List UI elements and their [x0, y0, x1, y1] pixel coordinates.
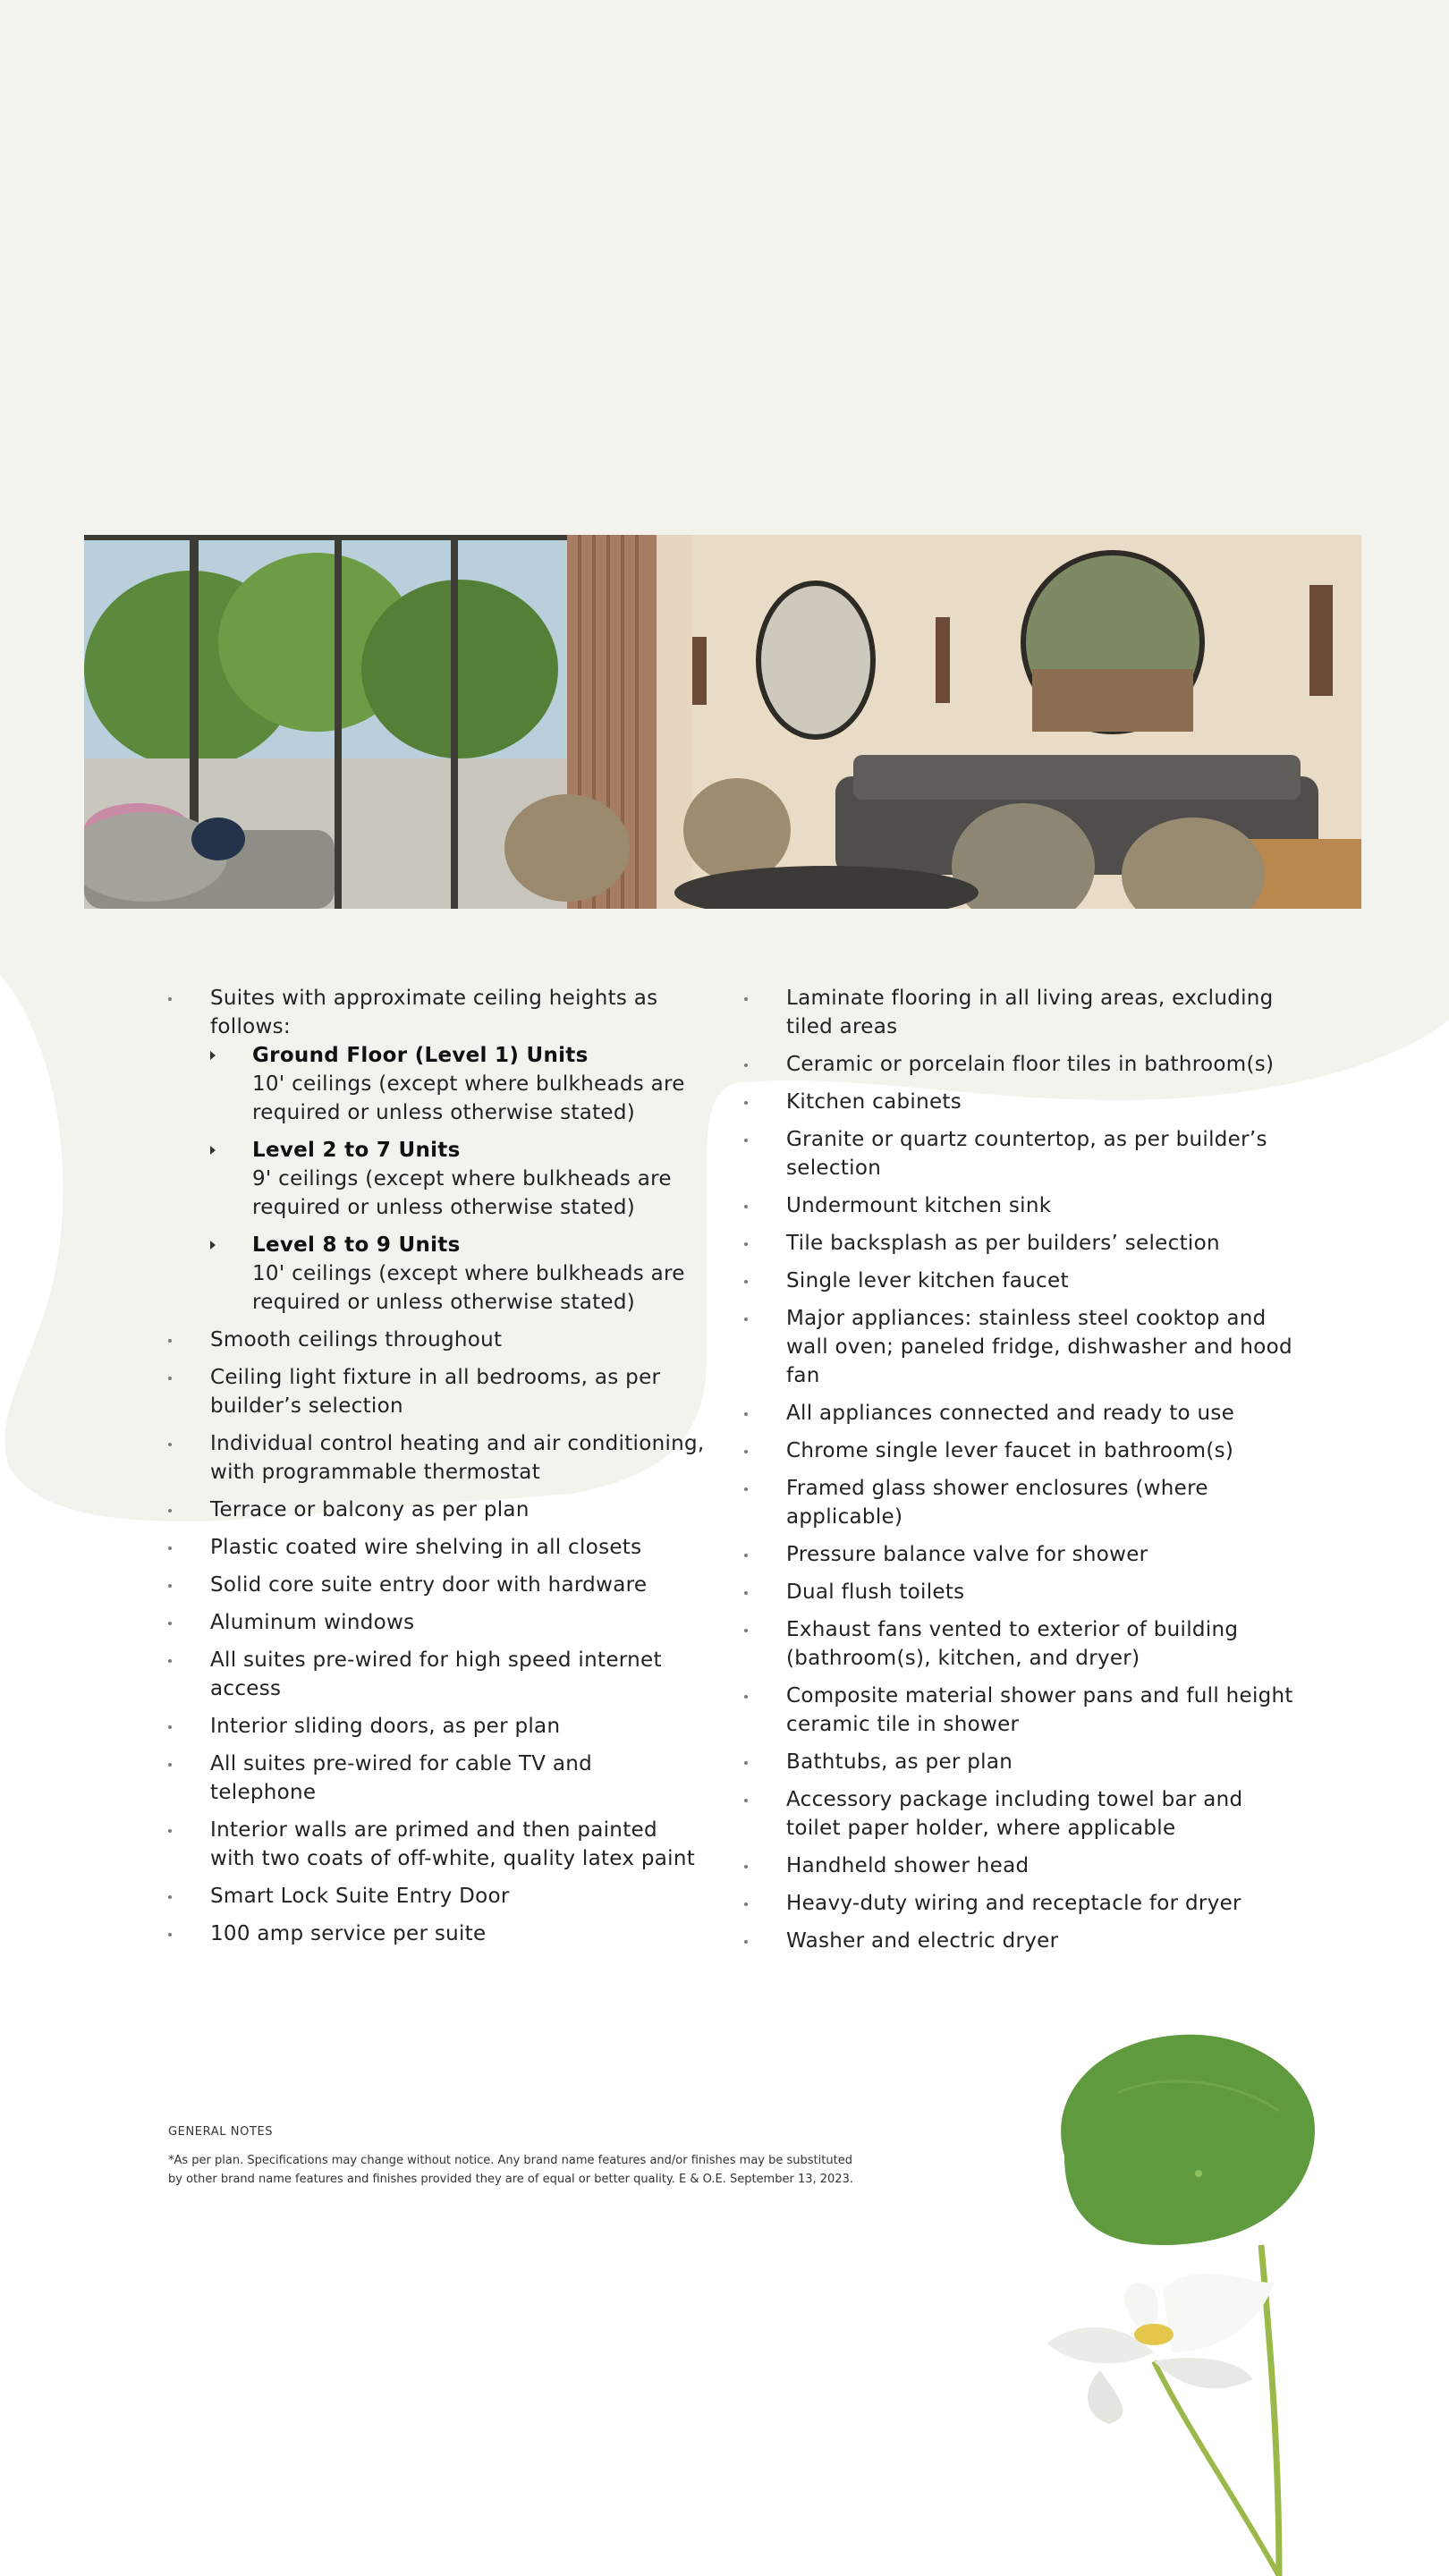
bullet-icon — [168, 1895, 172, 1899]
list-item — [744, 1852, 1299, 1880]
bullet-icon — [744, 1450, 748, 1453]
list-item — [744, 1615, 1299, 1673]
bullet-icon — [168, 1933, 172, 1936]
list-item — [744, 1540, 1299, 1569]
bullet-icon — [744, 1412, 748, 1416]
bullet-icon — [744, 1865, 748, 1868]
list-item-text: Smart Lock Suite Entry Door — [210, 1885, 510, 1908]
list-item — [744, 1748, 1299, 1776]
list-item — [744, 1399, 1299, 1428]
list-item-text: Solid core suite entry door with hardware — [210, 1573, 648, 1597]
bullet-icon — [744, 1063, 748, 1067]
list-item — [744, 1304, 1299, 1390]
list-item — [168, 1750, 705, 1807]
bullet-icon — [744, 1318, 748, 1321]
list-item-text: 100 amp service per suite — [210, 1922, 487, 1945]
list-item-text: Tile backsplash as per builders’ selection — [786, 1232, 1220, 1255]
list-item — [168, 984, 705, 1317]
sub-list-item — [210, 1041, 705, 1127]
bullet-icon — [168, 1546, 172, 1550]
list-item-text: Laminate flooring in all living areas, excluding tiled areas — [786, 987, 1274, 1038]
list-item — [744, 1125, 1299, 1182]
list-item — [744, 1474, 1299, 1531]
list-item — [744, 1785, 1299, 1843]
general-notes-text: *As per plan. Specifications may change without notice. Any brand name features and/or finishes may be substituted by other brand name features and finishes provided they are of equal or better quality. E & O.E. September 13, 2023. — [168, 2154, 853, 2186]
list-item-text: Ceramic or porcelain floor tiles in bathroom(s) — [786, 1053, 1275, 1076]
list-item-text: Interior walls are primed and then painted with two coats of off-white, quality latex paint — [210, 1818, 696, 1870]
list-item — [744, 1050, 1299, 1079]
specs-right-list — [744, 984, 1299, 1955]
sub-item-title: Ground Floor (Level 1) Units — [252, 1044, 589, 1067]
list-item — [168, 1326, 705, 1354]
sub-item-title: Level 8 to 9 Units — [252, 1233, 461, 1257]
list-item-text: All appliances connected and ready to use — [786, 1402, 1235, 1425]
ceiling-levels-list — [210, 1041, 705, 1317]
bullet-icon — [744, 1139, 748, 1142]
list-item — [168, 1712, 705, 1741]
list-item — [744, 1229, 1299, 1258]
general-notes — [168, 2125, 866, 2189]
ceiling-heights-text: Suites with approximate ceiling heights as follows: — [210, 987, 658, 1038]
specs-right-column — [744, 984, 1299, 1964]
bullet-icon — [744, 1695, 748, 1699]
list-item-text: Kitchen cabinets — [786, 1090, 962, 1114]
sub-item-description: 10' ceilings (except where bulkheads are required or unless otherwise stated) — [252, 1262, 685, 1314]
bullet-icon — [744, 1280, 748, 1284]
list-item — [744, 1578, 1299, 1606]
list-item-text: Composite material shower pans and full height ceramic tile in shower — [786, 1684, 1293, 1736]
triangle-bullet-icon — [210, 1241, 216, 1250]
list-item-text: Individual control heating and air conditioning, with programmable thermostat — [210, 1432, 705, 1484]
sub-item-title: Level 2 to 7 Units — [252, 1139, 461, 1162]
list-item-text: Bathtubs, as per plan — [786, 1750, 1013, 1774]
list-item-text: Interior sliding doors, as per plan — [210, 1715, 561, 1738]
bullet-icon — [168, 1622, 172, 1625]
bullet-icon — [744, 1902, 748, 1906]
bullet-icon — [744, 1205, 748, 1208]
lounge-interior-image — [84, 535, 1361, 909]
list-item — [744, 1889, 1299, 1918]
list-item-text: Heavy-duty wiring and receptacle for dryer — [786, 1892, 1241, 1915]
bullet-icon — [744, 1554, 748, 1557]
list-item-text: Framed glass shower enclosures (where applicable) — [786, 1477, 1208, 1529]
specs-left-column — [168, 984, 705, 1957]
list-item — [744, 1191, 1299, 1220]
list-item-text: Aluminum windows — [210, 1611, 415, 1634]
bullet-icon — [168, 1443, 172, 1446]
list-item — [168, 1533, 705, 1562]
specs-left-list — [168, 984, 705, 1948]
bullet-icon — [168, 1725, 172, 1729]
list-item-text: Granite or quartz countertop, as per builder’s selection — [786, 1128, 1267, 1180]
bullet-icon — [168, 1339, 172, 1343]
list-item — [168, 1429, 705, 1487]
list-item — [744, 984, 1299, 1041]
list-item — [168, 1919, 705, 1948]
list-item — [168, 1608, 705, 1637]
bullet-icon — [168, 1377, 172, 1380]
list-item — [744, 1088, 1299, 1116]
bullet-icon — [744, 1242, 748, 1246]
bullet-icon — [744, 1799, 748, 1802]
list-item — [168, 1882, 705, 1911]
list-item-text: Ceiling light fixture in all bedrooms, as per builder’s selection — [210, 1366, 661, 1418]
list-item-text: Accessory package including towel bar and toilet paper holder, where applicable — [786, 1788, 1243, 1840]
bullet-icon — [168, 1509, 172, 1513]
sub-item-description: 9' ceilings (except where bulkheads are required or unless otherwise stated) — [252, 1167, 672, 1219]
list-item-text: Pressure balance valve for shower — [786, 1543, 1148, 1566]
general-notes-heading: GENERAL NOTES — [168, 2125, 274, 2139]
list-item-text: Handheld shower head — [786, 1854, 1030, 1877]
list-item — [168, 1571, 705, 1599]
list-item-text: Exhaust fans vented to exterior of building (bathroom(s), kitchen, and dryer) — [786, 1618, 1239, 1670]
list-item-text: Terrace or balcony as per plan — [210, 1498, 530, 1521]
list-item-text: Dual flush toilets — [786, 1580, 965, 1604]
list-item-text: Chrome single lever faucet in bathroom(s) — [786, 1439, 1234, 1462]
list-item — [168, 1496, 705, 1524]
bullet-icon — [744, 1487, 748, 1491]
sub-list-item — [210, 1136, 705, 1222]
list-item-text: All suites pre-wired for high speed internet access — [210, 1648, 662, 1700]
bullet-icon — [168, 1829, 172, 1833]
list-item — [168, 1646, 705, 1703]
bullet-icon — [744, 1761, 748, 1765]
list-item — [744, 1436, 1299, 1465]
bullet-icon — [168, 1763, 172, 1767]
bullet-icon — [744, 1101, 748, 1105]
sub-item-description: 10' ceilings (except where bulkheads are required or unless otherwise stated) — [252, 1072, 685, 1124]
bullet-icon — [744, 1629, 748, 1632]
list-item-text: Major appliances: stainless steel cooktop and wall oven; paneled fridge, dishwasher and hood fan — [786, 1307, 1292, 1387]
list-item-text: Plastic coated wire shelving in all closets — [210, 1536, 642, 1559]
bullet-icon — [744, 1591, 748, 1595]
bullet-icon — [168, 1584, 172, 1588]
list-item — [744, 1267, 1299, 1295]
list-item — [744, 1682, 1299, 1739]
triangle-bullet-icon — [210, 1146, 216, 1155]
list-item-text: Smooth ceilings throughout — [210, 1328, 503, 1352]
sub-list-item — [210, 1231, 705, 1317]
list-item — [168, 1363, 705, 1420]
triangle-bullet-icon — [210, 1051, 216, 1060]
bullet-icon — [168, 1659, 172, 1663]
list-item — [744, 1927, 1299, 1955]
bullet-icon — [168, 997, 172, 1001]
lounge-interior-illustration — [84, 535, 1361, 909]
bullet-icon — [744, 1940, 748, 1944]
bullet-icon — [744, 997, 748, 1001]
list-item — [168, 1816, 705, 1873]
lotus-flower-illustration — [1011, 2021, 1333, 2576]
list-item-text: Washer and electric dryer — [786, 1929, 1059, 1953]
list-item-text: All suites pre-wired for cable TV and telephone — [210, 1752, 593, 1804]
list-item-text: Single lever kitchen faucet — [786, 1269, 1069, 1292]
list-item-text: Undermount kitchen sink — [786, 1194, 1052, 1217]
